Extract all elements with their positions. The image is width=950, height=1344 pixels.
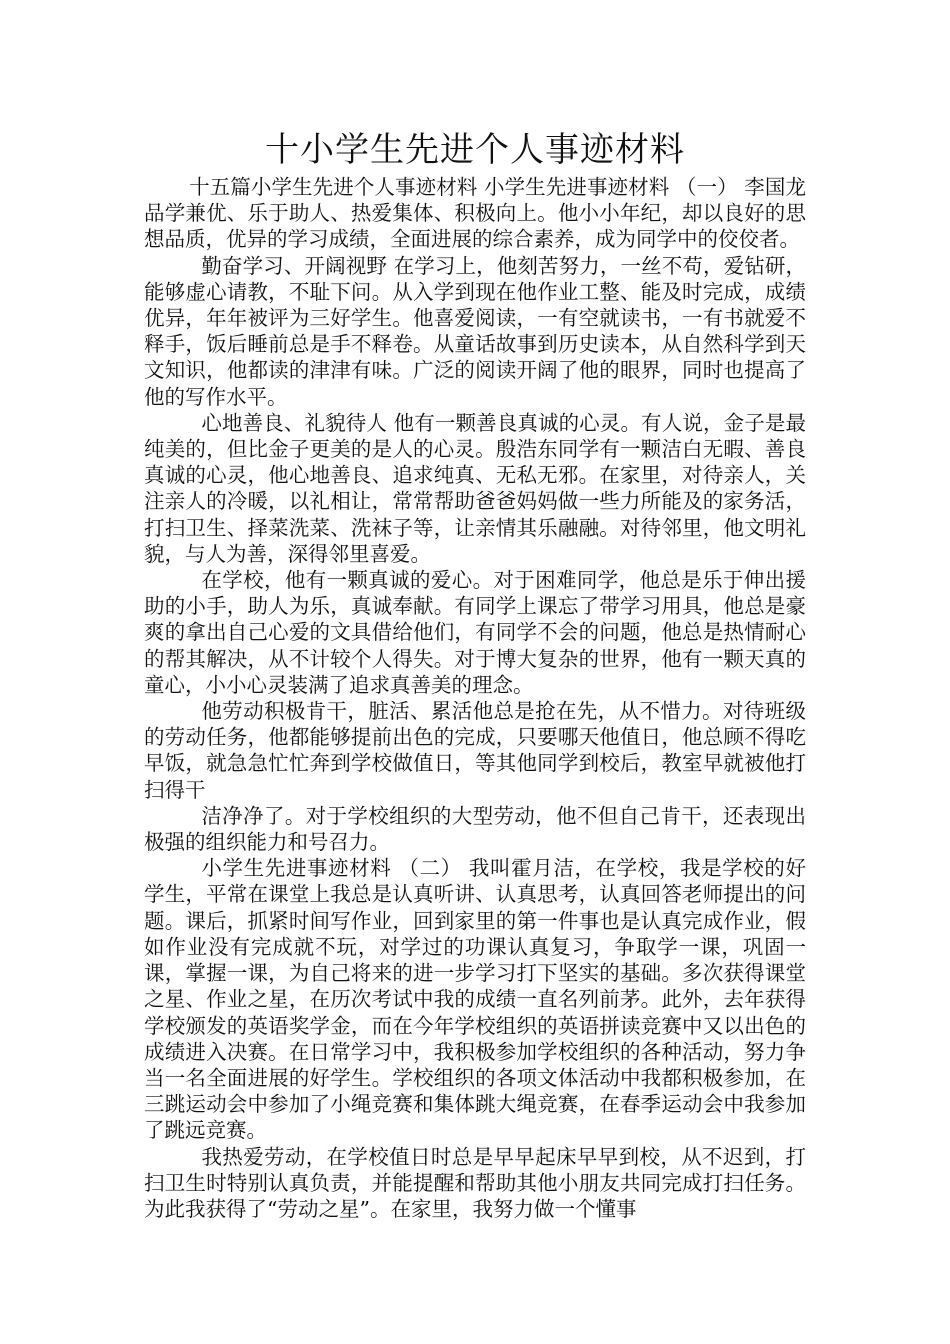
paragraph-3: 心地善良、礼貌待人 他有一颗善良真诚的心灵。有人说，金子是最纯美的，但比金子更美的是人的心灵。殷浩东同学有一颗洁白无暇、善良真诚的心灵，他心地善良、追求纯真、无私无邪。在家里，对待亲人，关注亲人的冷暖，以礼相让，常常帮助爸爸妈妈做一些力所能及的家务活，打扫卫生、择菜洗菜、洗袜子等，让亲情其乐融融。对待邻里，他文明礼貌，与人为善，深得邻里喜爱。	[144, 410, 806, 566]
document-title: 十小学生先进个人事迹材料	[265, 130, 685, 170]
paragraph-6: 洁净净了。对于学校组织的大型劳动，他不但自己肯干，还表现出极强的组织能力和号召力。	[144, 803, 806, 855]
paragraph-5: 他劳动积极肯干，脏活、累活他总是抢在先，从不惜力。对待班级的劳动任务，他都能够提前出色的完成，只要哪天他值日，他总顾不得吃早饭，就急急忙忙奔到学校做值日，等其他同学到校后，教室早就被他打扫得干	[144, 699, 806, 802]
paragraph-7: 小学生先进事迹材料 （二） 我叫霍月洁，在学校，我是学校的好学生，平常在课堂上我总是认真听讲、认真思考，认真回答老师提出的问题。课后，抓紧时间写作业，回到家里的第一件事也是认真完成作业，假如作业没有完成就不玩，对学过的功课认真复习，争取学一课，巩固一课，掌握一课，为自己将来的进一步学习打下坚实的基础。多次获得课堂之星、作业之星，在历次考试中我的成绩一直名列前茅。此外，去年获得学校颁发的英语奖学金，而在今年学校组织的英语拼读竞赛中又以出色的成绩进入决赛。在日常学习中，我积极参加学校组织的各种活动，努力争当一名全面进展的好学生。学校组织的各项文体活动中我都积极参加，在三跳运动会中参加了小绳竞赛和集体跳大绳竞赛，在春季运动会中我参加了跳远竞赛。	[144, 856, 806, 1143]
paragraph-4: 在学校，他有一颗真诚的爱心。对于困难同学，他总是乐于伸出援助的小手，助人为乐，真诚奉献。有同学上课忘了带学习用具，他总是豪爽的拿出自己心爱的文具借给他们，有同学不会的问题，他总是热情耐心的帮其解决，从不计较个人得失。对于博大复杂的世界，他有一颗天真的童心，小小心灵装满了追求真善美的理念。	[144, 568, 806, 697]
paragraph-8: 我热爱劳动，在学校值日时总是早早起床早早到校，从不迟到，打扫卫生时特别认真负责，并能提醒和帮助其他小朋友共同完成打扫任务。为此我获得了“劳动之星”。在家里，我努力做一个懂事	[144, 1144, 806, 1221]
document-body	[144, 174, 806, 1222]
paragraph-1: 十五篇小学生先进个人事迹材料 小学生先进事迹材料 （一） 李国龙品学兼优、乐于助人、热爱集体、积极向上。他小小年纪，却以良好的思想品质，优异的学习成绩，全面进展的综合素养，成为同学中的佼佼者。	[144, 175, 806, 252]
paragraph-2: 勤奋学习、开阔视野 在学习上，他刻苦努力，一丝不苟，爱钻研，能够虚心请教，不耻下问。从入学到现在他作业工整、能及时完成，成绩优异，年年被评为三好学生。他喜爱阅读，一有空就读书，一有书就爱不释手，饭后睡前总是手不释卷。从童话故事到历史读本，从自然科学到天文知识，他都读的津津有味。广泛的阅读开阔了他的眼界，同时也提高了他的写作水平。	[144, 253, 806, 409]
